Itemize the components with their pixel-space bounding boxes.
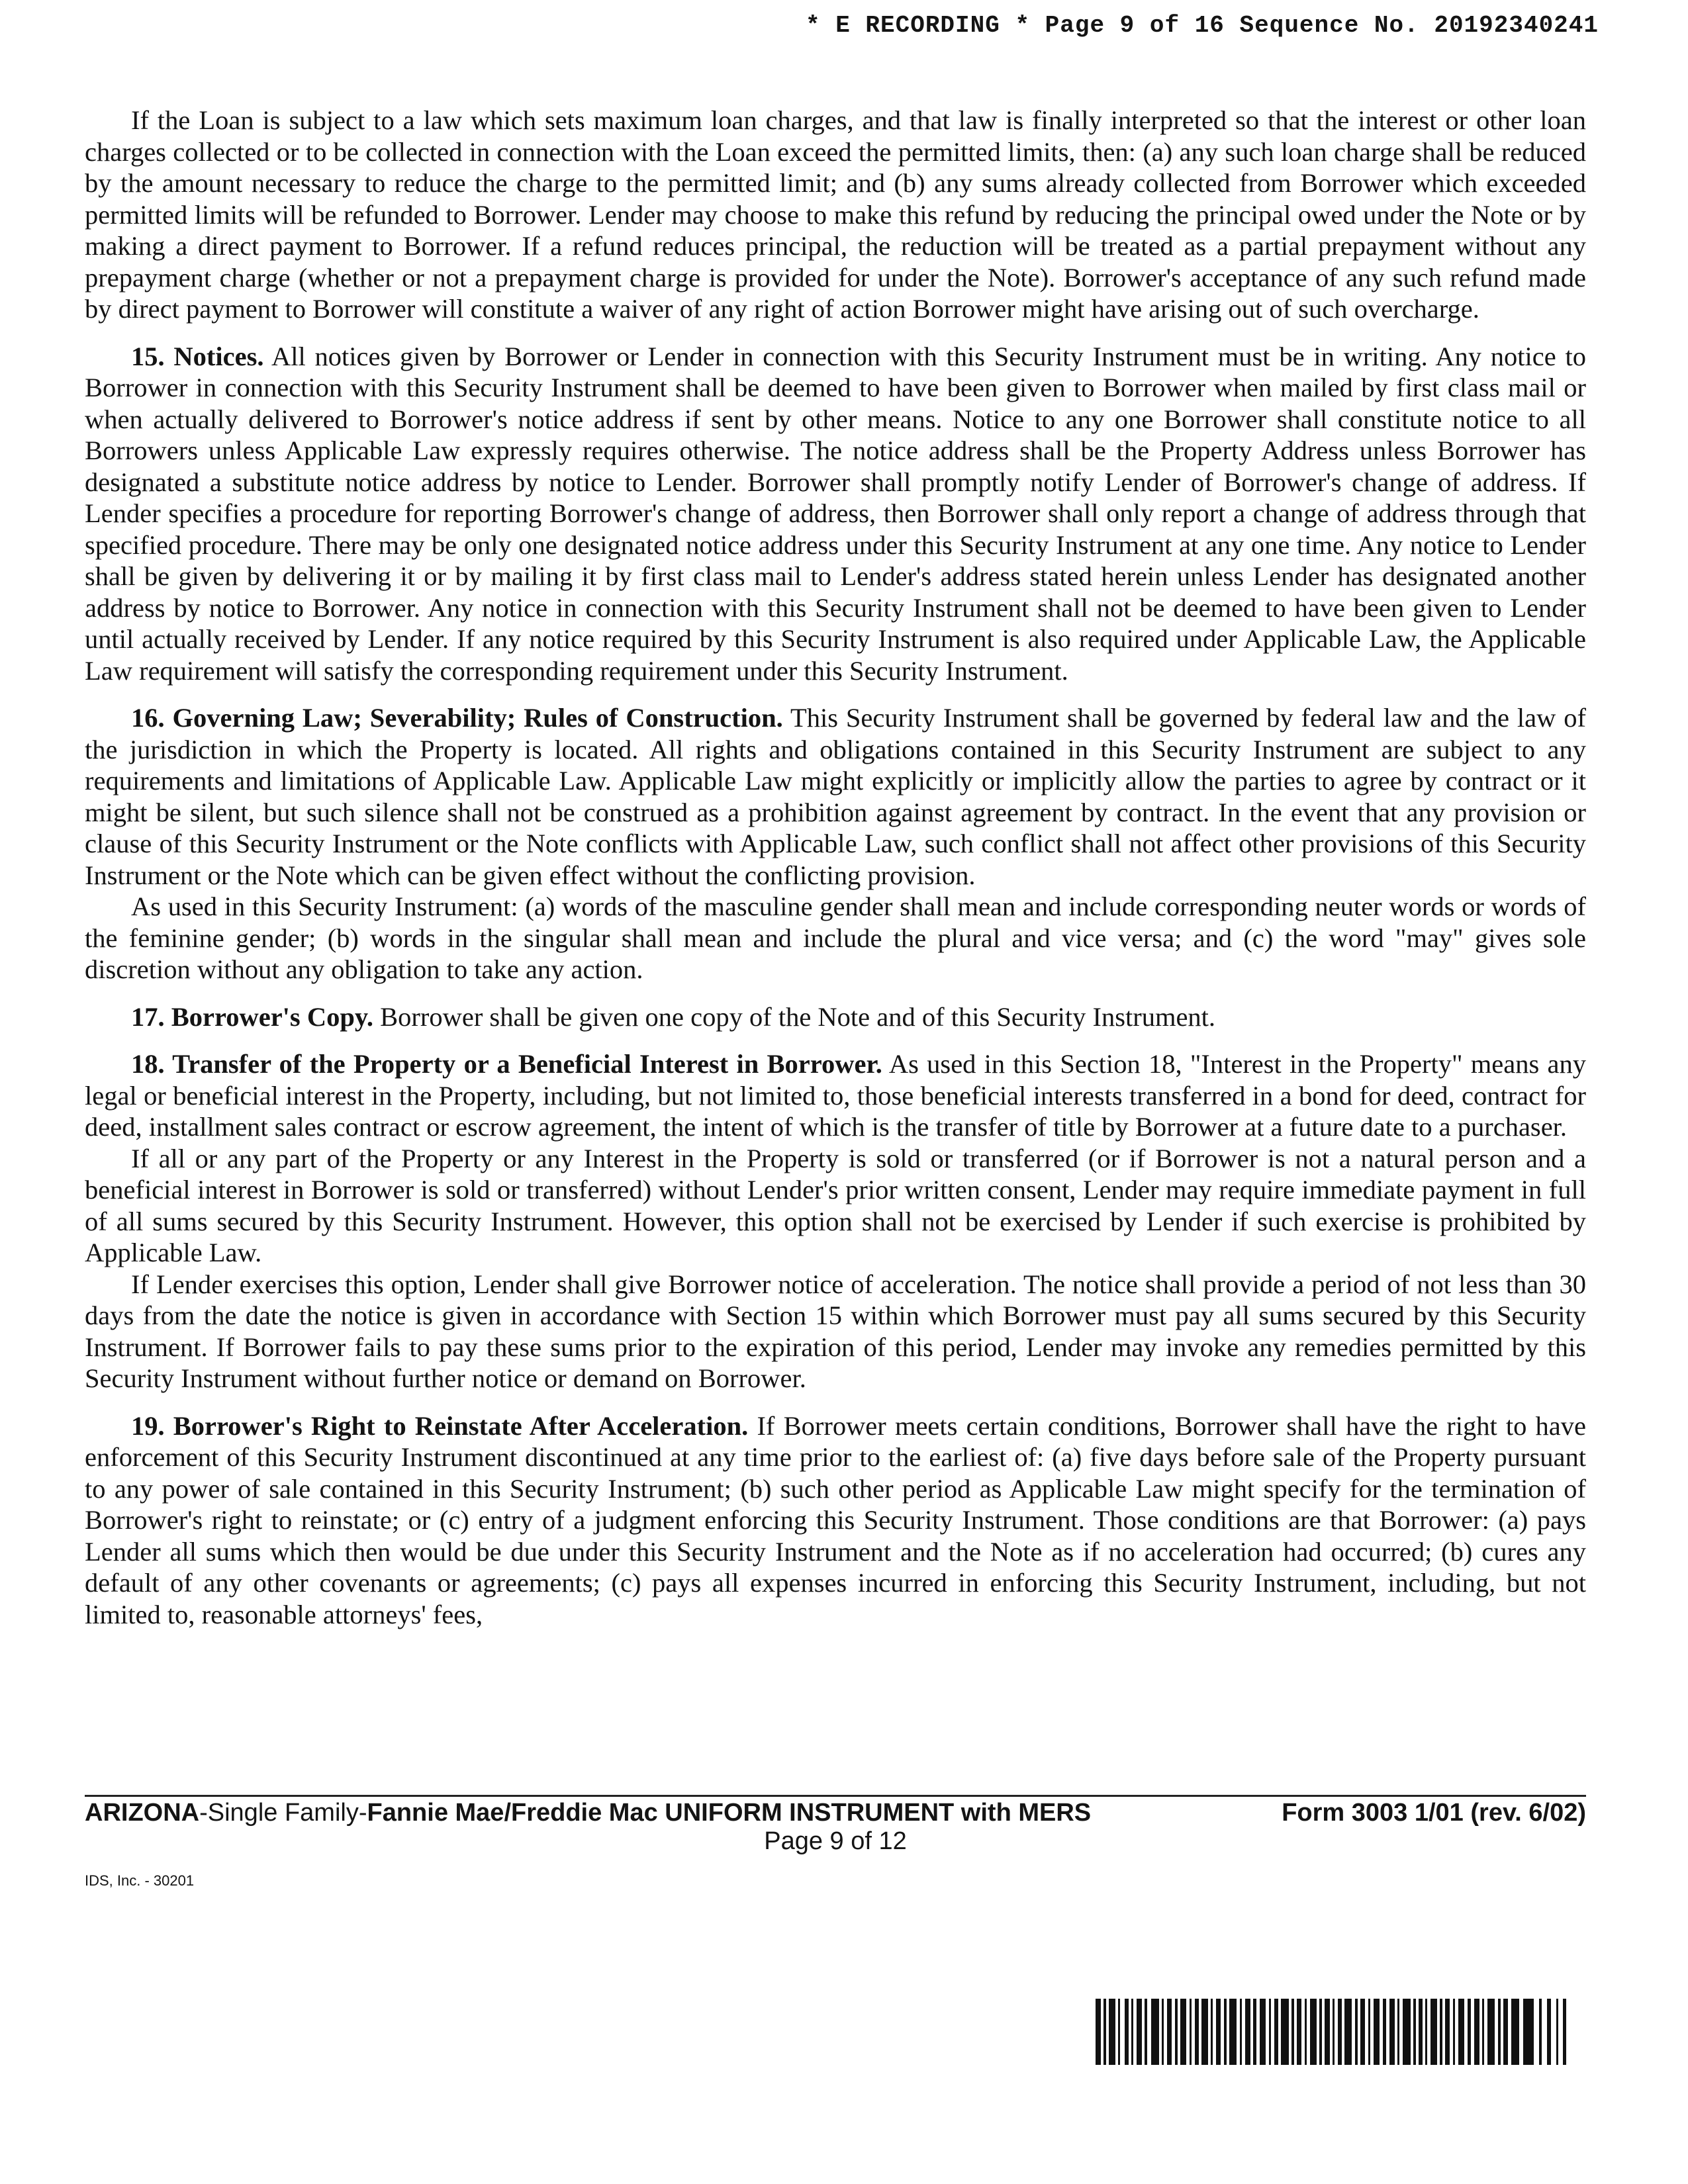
section-18-paragraph-3: If Lender exercises this option, Lender shall give Borrower notice of acceleration. The notice shall provide a period of not less than 30 days from the date the notice is given in accordance with Section 15 within which Borrower must pay all sums secured by this Security Instrument. If Borrower fails to pay these sums prior to the expiration of this period, Lender may invoke any remedies permitted by this Security Instrument without further notice or demand on Borrower.: [85, 1269, 1586, 1393]
section-16-paragraph-2: As used in this Security Instrument: (a) words of the masculine gender shall mean and include corresponding neuter words or words of the feminine gender; (b) words in the singular shall mean and include the plural and vice versa; and (c) the word "may" gives sole discretion without any obligation to take any action.: [85, 891, 1586, 984]
section-17-text: Borrower shall be given one copy of the Note and of this Security Instrument.: [380, 1001, 1216, 1032]
section-18-text: As used in this Section 18, "Interest in the Property" means any legal or beneficial interest in the Property, including, but not limited to, those beneficial interests transferred in a bond for deed, contract for deed, installment sales contract or escrow agreement, the intent of which is the transfer of title by Borrower at a future date to a purchaser.: [85, 1049, 1587, 1142]
footer-instrument-title: [85, 1798, 1091, 1827]
section-16-heading: 16. Governing Law; Severability; Rules of Construction.: [131, 703, 783, 733]
section-15: [85, 341, 1586, 687]
footer-rule: [85, 1795, 1586, 1797]
page-footer: [85, 1795, 1586, 1889]
paragraph-loan-charges: If the Loan is subject to a law which sets maximum loan charges, and that law is finally interpreted so that the interest or other loan charges collected or to be collected in connection with the Loan exceed the permitted limits, then: (a) any such loan charge shall be reduced by the amount necessary to reduce the charge to the permitted limit; and (b) any sums already collected from Borrower which exceeded permitted limits will be refunded to Borrower. Lender may choose to make this refund by reducing the principal owed under the Note or by making a direct payment to Borrower. If a refund reduces principal, the reduction will be treated as a partial prepayment without any prepayment charge (whether or not a prepayment charge is provided for under the Note). Borrower's acceptance of any such refund made by direct payment to Borrower will constitute a waiver of any right of action Borrower might have arising out of such overcharge.: [85, 105, 1586, 324]
footer-family: -Single Family-: [199, 1799, 367, 1827]
section-18-heading: 18. Transfer of the Property or a Beneficial Interest in Borrower.: [131, 1049, 882, 1079]
section-16: [85, 702, 1586, 891]
section-18: [85, 1048, 1586, 1143]
footer-page-number: Page 9 of 12: [764, 1827, 907, 1855]
section-16-text: This Security Instrument shall be governed by federal law and the law of the jurisdiction in which the Property is located. All rights and obligations contained in this Security Instrument are subject to any requirements and limitations of Applicable Law. Applicable Law might explicitly or implicitly allow the parties to agree by contract or it might be silent, but such silence shall not be construed as a prohibition against agreement by contract. In the event that any provision or clause of this Security Instrument or the Note conflicts with Applicable Law, such conflict shall not affect other provisions of this Security Instrument or the Note which can be given effect without the conflicting provision.: [85, 703, 1586, 890]
footer-state: ARIZONA: [85, 1799, 200, 1827]
footer-form-line: [85, 1798, 1586, 1827]
footer-ids-code: IDS, Inc. - 30201: [85, 1872, 195, 1889]
section-15-heading: 15. Notices.: [131, 341, 264, 371]
section-19-heading: 19. Borrower's Right to Reinstate After Acceleration.: [131, 1410, 749, 1441]
section-15-text: All notices given by Borrower or Lender in connection with this Security Instrument must be in writing. Any notice to Borrower in connection with this Security Instrument shall be deemed to have been given to Borrower when mailed by first class mail or when actually delivered to Borrower's notice address if sent by other means. Notice to any one Borrower shall constitute notice to all Borrowers unless Applicable Law expressly requires otherwise. The notice address shall be the Property Address unless Borrower has designated a substitute notice address by notice to Lender. Borrower shall promptly notify Lender of Borrower's change of address. If Lender specifies a procedure for reporting Borrower's change of address, then Borrower shall only report a change of address through that specified procedure. There may be only one designated notice address under this Security Instrument at any one time. Any notice to Lender shall be given by delivering it or by mailing it by first class mail to Lender's address stated herein unless Lender has designated another address by notice to Borrower. Any notice in connection with this Security Instrument shall not be deemed to have been given to Lender until actually received by Lender. If any notice required by this Security Instrument is also required under Applicable Law, the Applicable Law requirement will satisfy the corresponding requirement under this Security Instrument.: [85, 341, 1587, 686]
footer-instrument: Fannie Mae/Freddie Mac UNIFORM INSTRUMENT with MERS: [367, 1799, 1092, 1827]
document-body: [85, 105, 1586, 1630]
footer-form-number: Form 3003 1/01 (rev. 6/02): [1282, 1799, 1586, 1827]
barcode-image: [1096, 1999, 1572, 2065]
recording-header: * E RECORDING * Page 9 of 16 Sequence No. 20192340241: [806, 12, 1599, 39]
section-19-text: If Borrower meets certain conditions, Borrower shall have the right to have enforcement of this Security Instrument discontinued at any time prior to the earliest of: (a) five days before sale of the Property pursuant to any power of sale contained in this Security Instrument; (b) such other period as Applicable Law might specify for the termination of Borrower's right to reinstate; or (c) entry of a judgment enforcing this Security Instrument. Those conditions are that Borrower: (a) pays Lender all sums which then would be due under this Security Instrument and the Note as if no acceleration had occurred; (b) cures any default of any other covenants or agreements; (c) pays all expenses incurred in enforcing this Security Instrument, including, but not limited to, reasonable attorneys' fees,: [85, 1410, 1586, 1629]
section-17-heading: 17. Borrower's Copy.: [131, 1001, 373, 1032]
section-17: [85, 1001, 1586, 1033]
section-19: [85, 1410, 1586, 1631]
section-18-paragraph-2: If all or any part of the Property or any Interest in the Property is sold or transferred (or if Borrower is not a natural person and a beneficial interest in Borrower is sold or transferred) without Lender's prior written consent, Lender may require immediate payment in full of all sums secured by this Security Instrument. However, this option shall not be exercised by Lender if such exercise is prohibited by Applicable Law.: [85, 1143, 1586, 1267]
